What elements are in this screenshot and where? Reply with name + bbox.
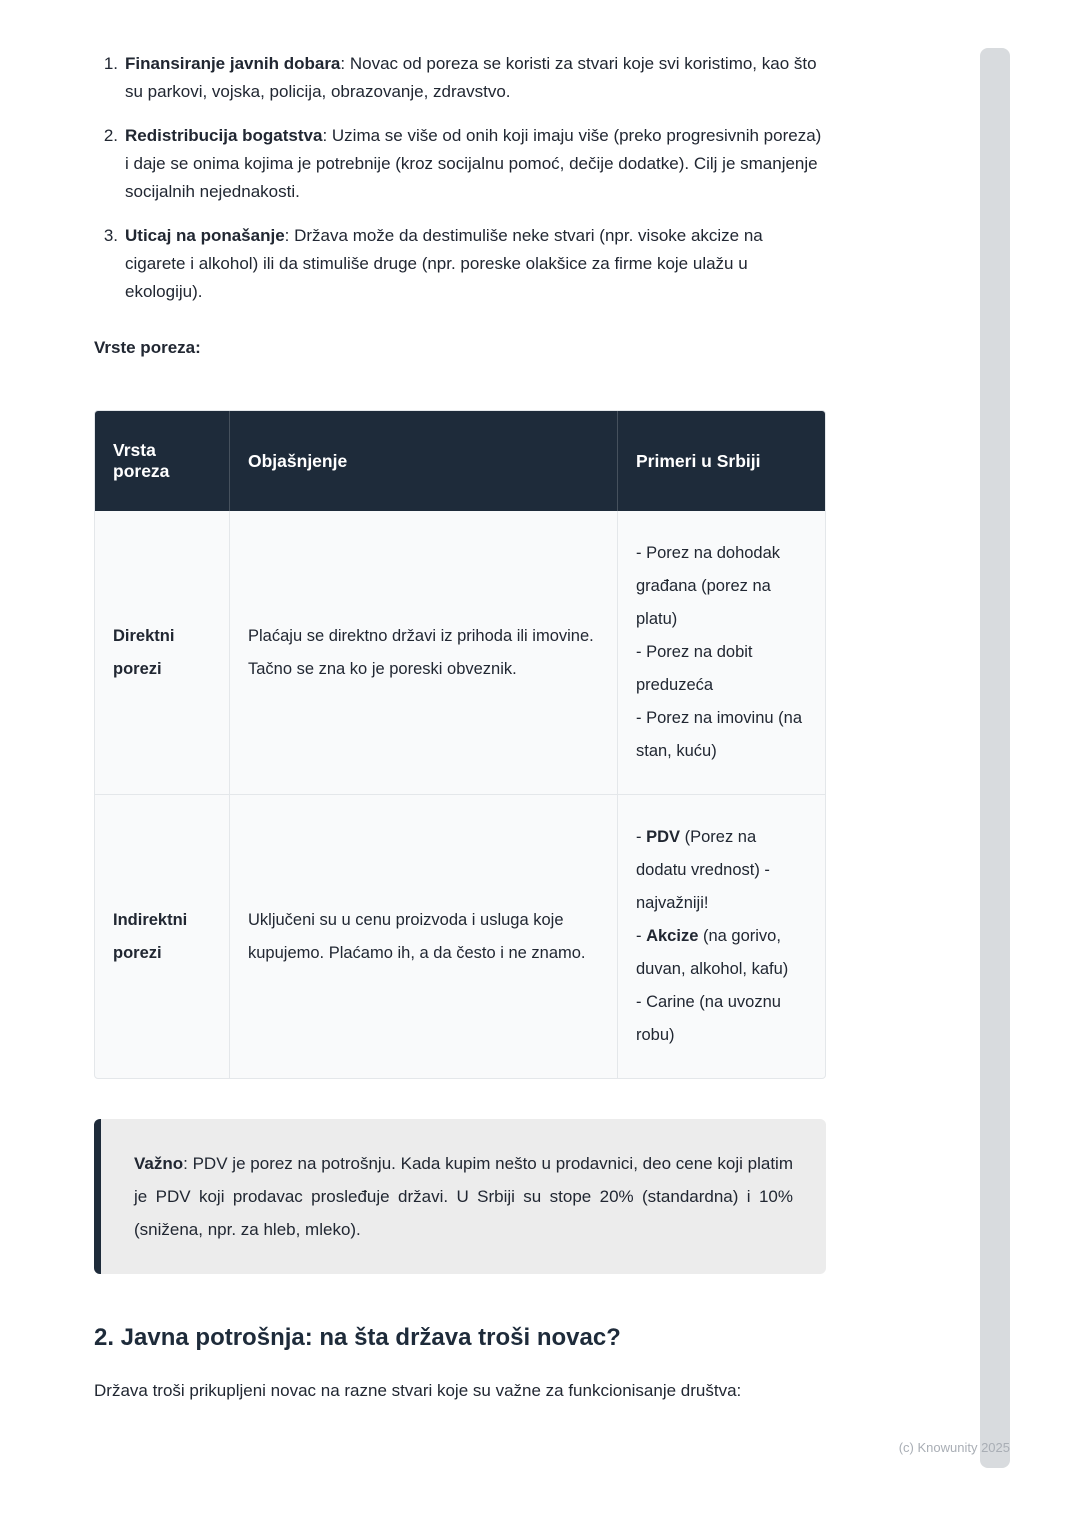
list-item-text bbox=[125, 222, 826, 306]
table-row bbox=[95, 794, 825, 1078]
list-item bbox=[94, 50, 826, 106]
important-callout bbox=[94, 1119, 826, 1274]
table-cell-explanation bbox=[229, 795, 617, 1078]
list-item-number: 1. bbox=[103, 54, 118, 73]
table-header-objasnjenje: Objašnjenje bbox=[229, 411, 617, 511]
example-text: Carine (na uvoznu robu) bbox=[636, 993, 781, 1044]
example-item bbox=[636, 537, 807, 636]
list-item-number: 2. bbox=[103, 126, 118, 145]
example-text: Porez na dohodak građana (porez na platu) bbox=[636, 544, 781, 628]
callout-label: Važno bbox=[134, 1154, 184, 1173]
example-dash: - bbox=[636, 828, 647, 846]
list-item-term: Redistribucija bogatstva bbox=[125, 126, 323, 145]
list-item-number: 3. bbox=[103, 226, 118, 245]
example-text: Porez na dobit preduzeća bbox=[636, 643, 753, 694]
list-item bbox=[94, 222, 826, 306]
section-paragraph: Država troši prikupljeni novac na razne stvari koje su važne za funkcionisanje društva: bbox=[94, 1381, 742, 1400]
explanation-text: Uključeni su u cenu proizvoda i usluga koje kupujemo. Plaćamo ih, a da često i ne znamo. bbox=[248, 910, 586, 962]
table-header-primeri: Primeri u Srbiji bbox=[617, 411, 825, 511]
example-dash: - bbox=[636, 709, 647, 727]
table-cell-type: Indirektni porezi bbox=[113, 910, 188, 962]
list-item-body: : Država može da destimuliše neke stvari (npr. visoke akcize na cigarete i alkohol) ili da stimuliše druge (npr. poreske olakšice za firme koje ulažu u ekologiju). bbox=[125, 226, 763, 301]
list-item-body: : Novac od poreza se koristi za stvari koje svi koristimo, kao što su parkovi, vojska, policija, obrazovanje, zdravstvo. bbox=[125, 54, 817, 101]
example-item bbox=[636, 920, 807, 986]
copyright-text: (c) Knowunity 2025 bbox=[898, 1440, 1010, 1455]
table-header-vrsta: Vrsta poreza bbox=[113, 440, 170, 481]
list-item-term: Uticaj na ponašanje bbox=[125, 226, 285, 245]
table-header-row bbox=[95, 411, 825, 511]
table-cell-explanation bbox=[229, 511, 617, 794]
example-item bbox=[636, 821, 807, 920]
callout-text: : PDV je porez na potrošnju. Kada kupim nešto u prodavnici, deo cene koji platim je PDV koji prodavac prosleđuje državi. U Srbiji su stope 20% (standardna) i 10% (snižena, npr. za hleb, mleko). bbox=[134, 1154, 793, 1239]
example-term: PDV bbox=[646, 828, 681, 846]
list-item-term: Finansiranje javnih dobara bbox=[125, 54, 341, 73]
example-text: (Porez na dodatu vrednost) - najvažniji! bbox=[636, 828, 770, 912]
vertical-scrollbar[interactable] bbox=[980, 48, 1010, 1468]
example-dash: - bbox=[636, 993, 647, 1011]
document-content bbox=[94, 50, 826, 1406]
list-item-text bbox=[125, 50, 826, 106]
example-term: Akcize bbox=[646, 927, 699, 945]
tax-types-table bbox=[94, 410, 826, 1079]
tax-types-label: Vrste poreza: bbox=[94, 338, 201, 357]
example-text: Porez na imovinu (na stan, kuću) bbox=[636, 709, 803, 760]
explanation-text: Plaćaju se direktno državi iz prihoda ili imovine. Tačno se zna ko je poreski obveznik. bbox=[248, 626, 594, 678]
list-item bbox=[94, 122, 826, 206]
table-cell-examples bbox=[617, 511, 825, 794]
tax-purposes-list bbox=[94, 50, 826, 306]
list-item-text bbox=[125, 122, 826, 206]
example-item bbox=[636, 702, 807, 768]
example-dash: - bbox=[636, 544, 647, 562]
section-heading: 2. Javna potrošnja: na šta država troši novac? bbox=[94, 1324, 621, 1351]
example-item bbox=[636, 636, 807, 702]
example-item bbox=[636, 986, 807, 1052]
example-dash: - bbox=[636, 927, 647, 945]
example-text: (na gorivo, duvan, alkohol, kafu) bbox=[636, 927, 789, 978]
table-row bbox=[95, 511, 825, 794]
table-cell-examples bbox=[617, 795, 825, 1078]
example-dash: - bbox=[636, 643, 647, 661]
list-item-body: : Uzima se više od onih koji imaju više (preko progresivnih poreza) i daje se onima kojima je potrebnije (kroz socijalnu pomoć, dečije dodatke). Cilj je smanjenje socijalnih nejednakosti. bbox=[125, 126, 822, 201]
table-cell-type: Direktni porezi bbox=[113, 626, 175, 678]
